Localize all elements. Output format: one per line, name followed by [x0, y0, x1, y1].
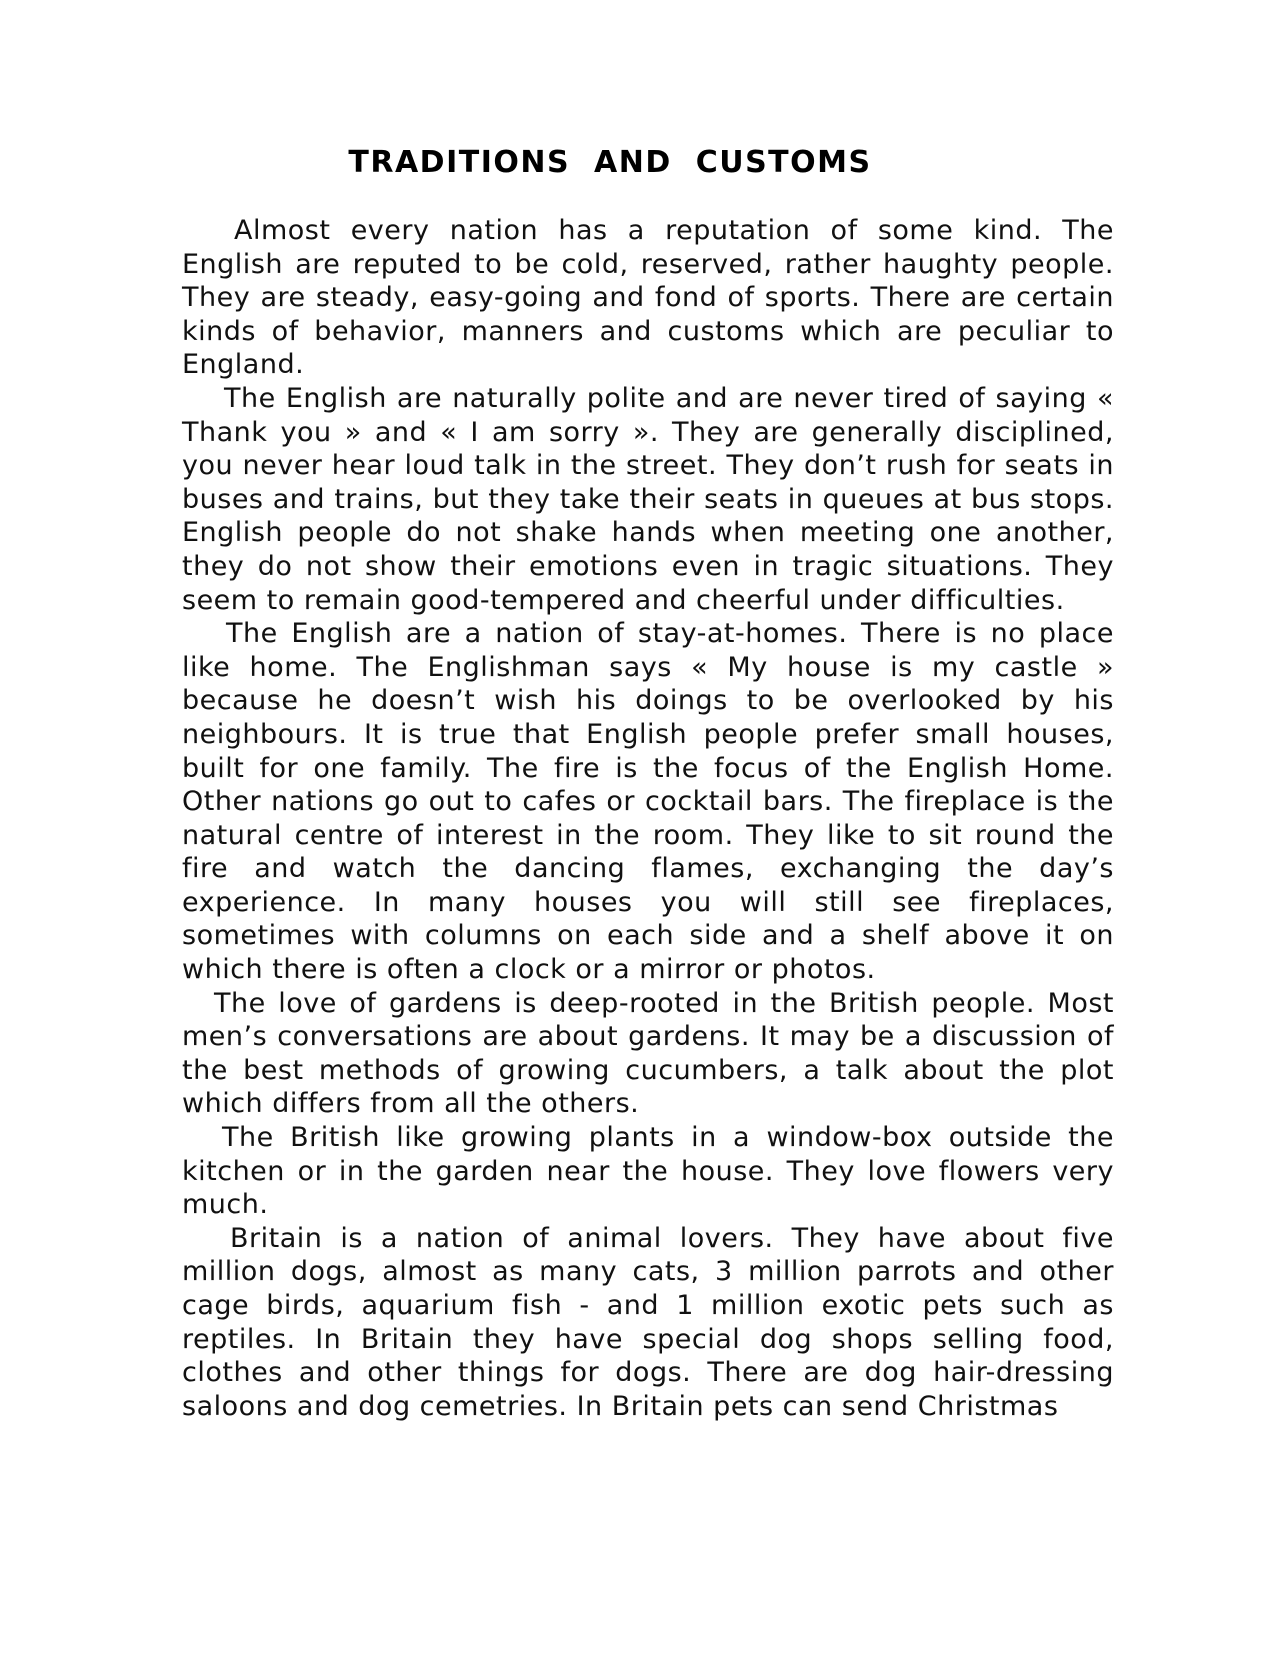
- paragraph-plants-and-flowers: The British like growing plants in a window-box outside the kitchen or in the garden near the house. They love flowers very much.: [182, 1122, 1114, 1221]
- paragraph-politeness: The English are naturally polite and are never tired of saying « Thank you » and « I am sorry ». They are generally disciplined, you never hear loud talk in the street. They don’t rush for seats in buses and trains, but they take their seats in queues at bus stops. English people do not shake hands when meeting one another, they do not show their emotions even in tragic situations. They seem to remain good-tempered and cheerful under difficulties.: [182, 382, 1114, 616]
- paragraph-love-of-gardens: The love of gardens is deep-rooted in the British people. Most men’s conversations are about gardens. It may be a discussion of the best methods of growing cucumbers, a talk about the plot which differs from all the others.: [182, 987, 1114, 1120]
- page-title: TRADITIONS AND CUSTOMS: [348, 145, 872, 180]
- paragraph-national-reputation: Almost every nation has a reputation of some kind. The English are reputed to be cold, reserved, rather haughty people. They are steady, easy-going and fond of sports. There are certain kinds of behavior, manners and customs which are peculiar to England.: [182, 215, 1114, 381]
- paragraph-home-life: The English are a nation of stay-at-homes. There is no place like home. The Englishman says « My house is my castle » because he doesn’t wish his doings to be overlooked by his neighbours. It is true that English people prefer small houses, built for one family. The fire is the focus of the English Home. Other nations go out to cafes or cocktail bars. The fireplace is the natural centre of interest in the room. They like to sit round the fire and watch the dancing flames, exchanging the day’s experience. In many houses you will still see fireplaces, sometimes with columns on each side and a shelf above it on which there is often a clock or a mirror or photos.: [182, 618, 1114, 986]
- paragraph-animal-lovers: Britain is a nation of animal lovers. They have about five million dogs, almost as many cats, 3 million parrots and other cage birds, aquarium fish - and 1 million exotic pets such as reptiles. In Britain they have special dog shops selling food, clothes and other things for dogs. There are dog hair-dressing saloons and dog cemetries. In Britain pets can send Christmas: [182, 1222, 1114, 1422]
- document-body: [182, 214, 1114, 1423]
